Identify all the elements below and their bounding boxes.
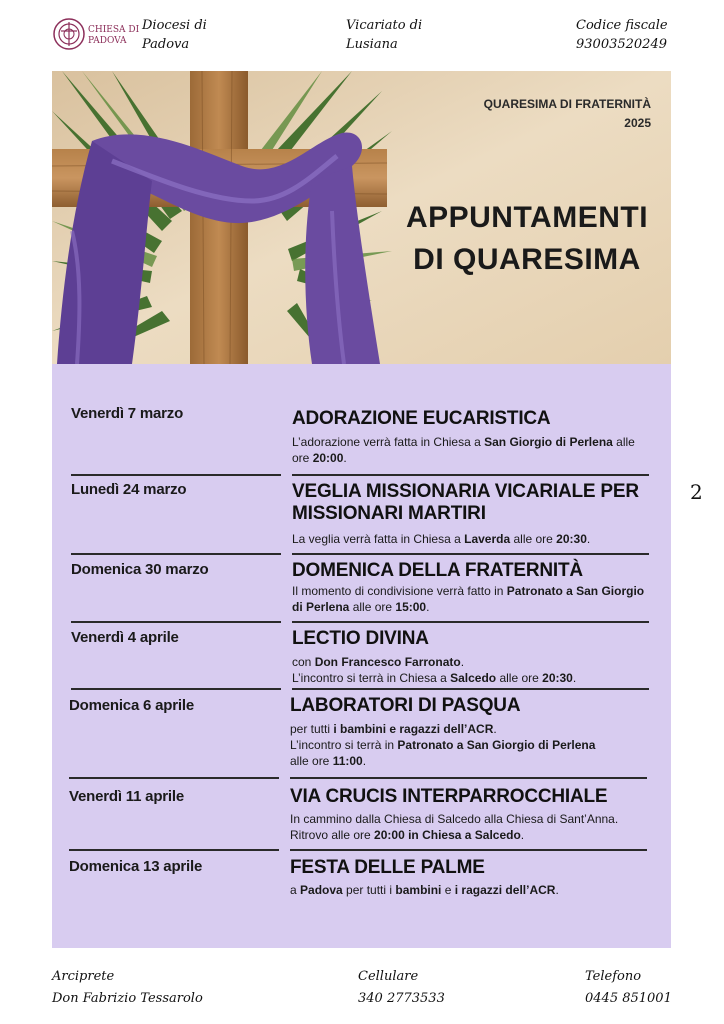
event-highlight: 20:00 in Chiesa a Salcedo xyxy=(374,828,521,842)
hero-subtitle-line2: 2025 xyxy=(624,116,651,130)
footer-telefono xyxy=(585,966,672,1010)
event-text: . xyxy=(520,828,525,842)
event-description-line xyxy=(292,531,662,547)
event-description-line xyxy=(292,434,662,450)
event-description xyxy=(292,654,662,686)
event-title: DOMENICA DELLA FRATERNITÀ xyxy=(292,560,583,581)
event-highlight: 20:30 xyxy=(542,671,573,685)
header-diocesi-label: Diocesi di xyxy=(142,18,207,33)
event-highlight: di Perlena xyxy=(292,600,350,614)
hero-title xyxy=(402,197,652,281)
event-title: LECTIO DIVINA xyxy=(292,628,429,649)
divider xyxy=(69,777,279,779)
event-title: VEGLIA MISSIONARIA VICARIALE PER MISSIONARI MARTIRI xyxy=(292,481,639,524)
event-date: Venerdì 7 marzo xyxy=(71,405,184,422)
footer-cellulare-number: 340 2773533 xyxy=(358,991,445,1006)
divider xyxy=(69,849,279,851)
logo-line1: CHIESA DI xyxy=(88,25,140,35)
footer-cellulare-label: Cellulare xyxy=(358,969,419,984)
event-description xyxy=(290,811,660,843)
event-text: L’incontro si terrà in Chiesa a xyxy=(292,671,451,685)
event-text: . xyxy=(572,671,577,685)
event-description-line xyxy=(290,811,660,827)
event-highlight: Salcedo xyxy=(450,671,497,685)
event-description-line xyxy=(290,753,660,769)
divider xyxy=(71,621,281,623)
event-date: Domenica 13 aprile xyxy=(69,858,203,875)
event-text: e xyxy=(441,883,455,897)
event-date: Venerdì 11 aprile xyxy=(69,788,185,805)
event-description xyxy=(290,721,660,769)
event-text: a xyxy=(290,883,301,897)
event-text: . xyxy=(493,722,497,736)
event-description-line xyxy=(292,599,667,615)
event-text: Ritrovo alle ore xyxy=(290,828,375,842)
event-description xyxy=(292,434,662,466)
divider xyxy=(292,474,649,476)
header-codice-fiscale xyxy=(576,16,668,54)
event-description-line xyxy=(292,450,662,466)
event-highlight: 11:00 xyxy=(332,754,363,768)
event-date: Domenica 6 aprile xyxy=(69,697,194,714)
event-description-line xyxy=(290,827,660,843)
event-title: LABORATORI DI PASQUA xyxy=(290,695,521,716)
event-highlight: Laverda xyxy=(464,532,511,546)
event-text: La veglia verrà fatta in Chiesa a xyxy=(292,532,465,546)
event-title: VIA CRUCIS INTERPARROCCHIALE xyxy=(290,786,608,807)
chiesa-di-padova-logo xyxy=(52,16,142,52)
divider xyxy=(71,553,281,555)
event-description xyxy=(290,882,660,898)
divider xyxy=(71,688,281,690)
event-highlight: Patronato a San Giorgio di Perlena xyxy=(397,738,596,752)
footer-arciprete xyxy=(52,966,203,1010)
event-text: Il momento di condivisione verrà fatto in xyxy=(292,584,507,598)
header-vicariato-value: Lusiana xyxy=(346,37,398,52)
event-description-line xyxy=(290,737,660,753)
logo-line2: PADOVA xyxy=(88,36,127,46)
hero-title-line1: APPUNTAMENTI xyxy=(405,201,649,234)
hero-banner xyxy=(52,71,671,364)
event-description-line xyxy=(292,583,667,599)
event-highlight: Patronato a San Giorgio xyxy=(506,584,645,598)
event-highlight: i bambini e ragazzi dell’ACR xyxy=(333,722,494,736)
event-highlight: 20:00 xyxy=(312,451,344,465)
event-date: Domenica 30 marzo xyxy=(71,561,209,578)
hero-subtitle xyxy=(484,95,651,133)
event-description xyxy=(292,583,667,615)
event-date: Lunedì 24 marzo xyxy=(71,481,187,498)
schedule-panel xyxy=(52,364,671,948)
event-text: alle ore xyxy=(290,754,333,768)
event-text: . xyxy=(426,600,430,614)
header-codice-value: 93003520249 xyxy=(576,37,667,52)
event-text: con xyxy=(292,655,315,669)
event-highlight: 20:30 xyxy=(556,532,587,546)
footer-cellulare xyxy=(358,966,445,1010)
event-description-line xyxy=(290,882,660,898)
header-diocesi-value: Padova xyxy=(142,37,190,52)
divider xyxy=(71,474,281,476)
header-codice-label: Codice fiscale xyxy=(576,18,668,33)
event-text: L’incontro si terrà in xyxy=(290,738,398,752)
footer-telefono-number: 0445 851001 xyxy=(585,991,672,1006)
event-description xyxy=(292,531,662,547)
event-text: alle ore xyxy=(496,671,543,685)
divider xyxy=(292,621,649,623)
header-vicariato-label: Vicariato di xyxy=(346,18,423,33)
event-date: Venerdì 4 aprile xyxy=(71,629,179,646)
event-highlight: bambini xyxy=(395,883,442,897)
event-text: . xyxy=(586,532,591,546)
divider xyxy=(292,553,649,555)
event-text: . xyxy=(343,451,347,465)
divider xyxy=(290,777,647,779)
event-highlight: 15:00 xyxy=(395,600,427,614)
event-text: In cammino dalla Chiesa di Salcedo alla Chiesa di Sant’Anna. xyxy=(290,812,619,826)
event-description-line xyxy=(292,670,662,686)
event-highlight: Don Francesco Farronato xyxy=(314,655,461,669)
divider xyxy=(290,849,647,851)
event-highlight: San Giorgio di Perlena xyxy=(484,435,613,449)
event-text: . xyxy=(555,883,559,897)
header-vicariato xyxy=(346,16,422,54)
event-description-line xyxy=(292,654,662,670)
event-highlight: Padova xyxy=(300,883,343,897)
event-text: alle ore xyxy=(349,600,396,614)
event-title: FESTA DELLE PALME xyxy=(290,857,485,878)
event-text: alle ore xyxy=(510,532,557,546)
divider xyxy=(292,688,649,690)
event-text: . xyxy=(362,754,367,768)
event-text: alle xyxy=(612,435,635,449)
event-text: . xyxy=(460,655,465,669)
page-number: 2 xyxy=(690,480,703,504)
event-title: ADORAZIONE EUCARISTICA xyxy=(292,408,551,429)
event-description-line xyxy=(290,721,660,737)
event-highlight: i ragazzi dell’ACR xyxy=(454,883,556,897)
event-text: ore xyxy=(292,451,313,465)
footer-arciprete-label: Arciprete xyxy=(52,969,115,984)
event-text: L’adorazione verrà fatta in Chiesa a xyxy=(292,435,485,449)
event-text: per tutti xyxy=(290,722,334,736)
header-diocesi xyxy=(142,16,207,54)
event-text: per tutti i xyxy=(342,883,396,897)
footer-arciprete-name: Don Fabrizio Tessarolo xyxy=(52,991,203,1006)
hero-subtitle-line1: QUARESIMA DI FRATERNITÀ xyxy=(483,97,651,111)
hero-title-line2: DI QUARESIMA xyxy=(413,243,641,276)
footer-telefono-label: Telefono xyxy=(585,969,642,984)
